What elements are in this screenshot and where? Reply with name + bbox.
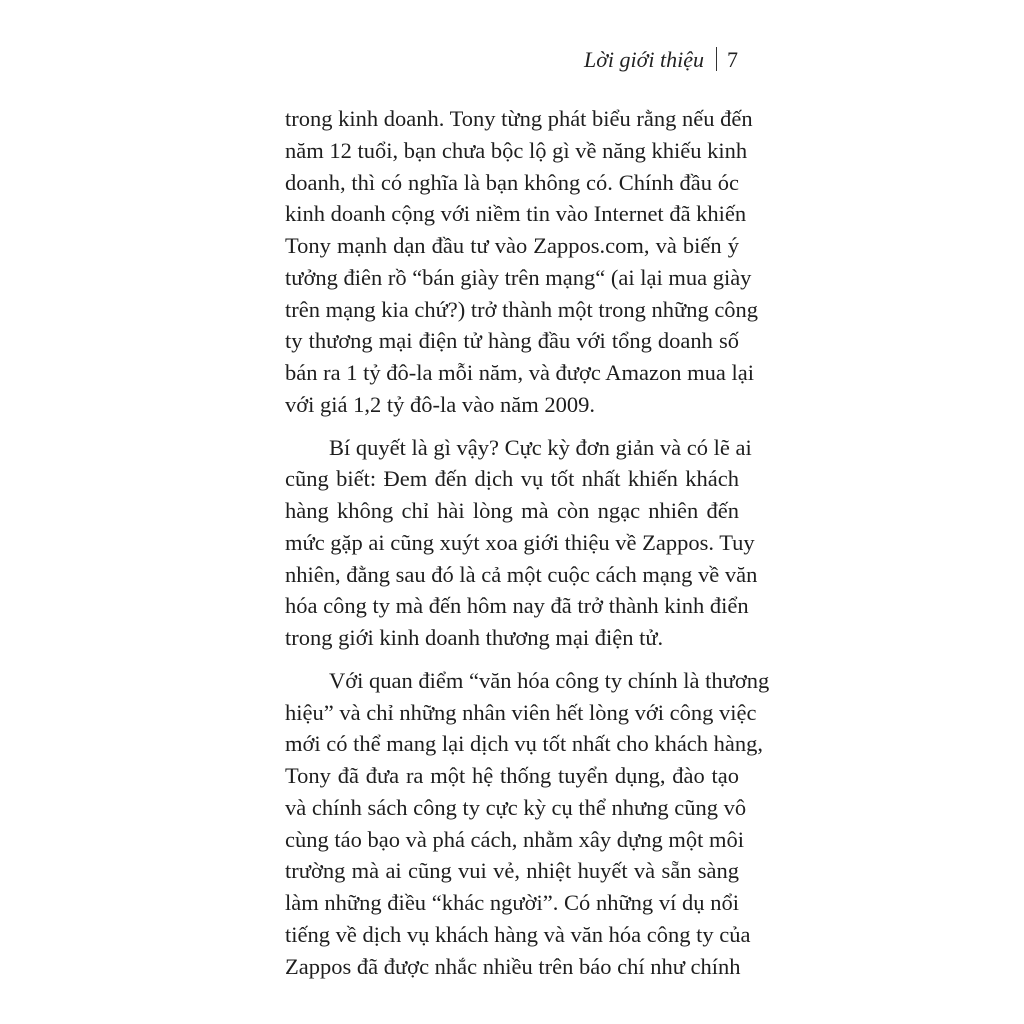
text-line: trong kinh doanh. Tony từng phát biểu rằng nếu đến [285,106,753,131]
text-line: ty thương mại điện tử hàng đầu với tổng doanh số [285,328,739,354]
text-line: cũng biết: Đem đến dịch vụ tốt nhất khiến khách [285,466,739,492]
text-line: Tony đã đưa ra một hệ thống tuyển dụng, đào tạo [285,763,739,788]
text-line: hóa công ty mà đến hôm nay đã trở thành kinh điển [285,593,749,619]
text-line: và chính sách công ty cực kỳ cụ thể nhưng cũng vô [285,794,747,820]
paragraph-gap [285,654,739,665]
text-line: kinh doanh cộng với niềm tin vào Internet đã khiến [285,201,747,227]
text-line: trường mà ai cũng vui vẻ, nhiệt huyết và sẵn sàng [285,858,739,884]
paragraph [285,103,759,421]
text-line: Với quan điểm “văn hóa công ty chính là thương [329,667,770,693]
text-line: Tony mạnh dạn đầu tư vào Zappos.com, và biến ý [285,233,739,258]
paragraph-gap [285,421,739,432]
text-line: với giá 1,2 tỷ đô-la vào năm 2009. [285,391,595,417]
paragraph [285,432,758,654]
text-line: cùng táo bạo và phá cách, nhằm xây dựng một môi [285,826,744,852]
text-line: năm 12 tuổi, bạn chưa bộc lộ gì về năng khiếu kinh [285,137,748,163]
text-line: hàng không chỉ hài lòng mà còn ngạc nhiên đến [285,498,739,523]
text-line: trên mạng kia chứ?) trở thành một trong những công [285,296,759,322]
text-line: nhiên, đằng sau đó là cả một cuộc cách mạng về văn [285,561,758,587]
text-line: Zappos đã được nhắc nhiều trên báo chí như chính [285,953,741,979]
running-header [584,45,738,75]
text-line: bán ra 1 tỷ đô-la mỗi năm, và được Amazon mua lại [285,360,754,385]
text-line: hiệu” và chỉ những nhân viên hết lòng với công việc [285,699,757,725]
body-text [285,103,770,982]
page-number: 7 [727,47,738,72]
paragraph [285,665,770,983]
text-line: mức gặp ai cũng xuýt xoa giới thiệu về Zappos. Tuy [285,529,755,555]
text-line: doanh, thì có nghĩa là bạn không có. Chính đầu óc [285,169,739,195]
text-line: tưởng điên rồ “bán giày trên mạng“ (ai lại mua giày [285,264,752,290]
text-line: tiếng về dịch vụ khách hàng và văn hóa công ty của [285,921,751,947]
text-line: Bí quyết là gì vậy? Cực kỳ đơn giản và có lẽ ai [329,434,752,460]
section-title: Lời giới thiệu [583,47,704,72]
text-line: làm những điều “khác người”. Có những ví dụ nổi [285,890,739,915]
text-line: trong giới kinh doanh thương mại điện tử. [285,625,664,650]
header-divider [716,47,717,71]
text-line: mới có thể mang lại dịch vụ tốt nhất cho khách hàng, [285,731,764,757]
